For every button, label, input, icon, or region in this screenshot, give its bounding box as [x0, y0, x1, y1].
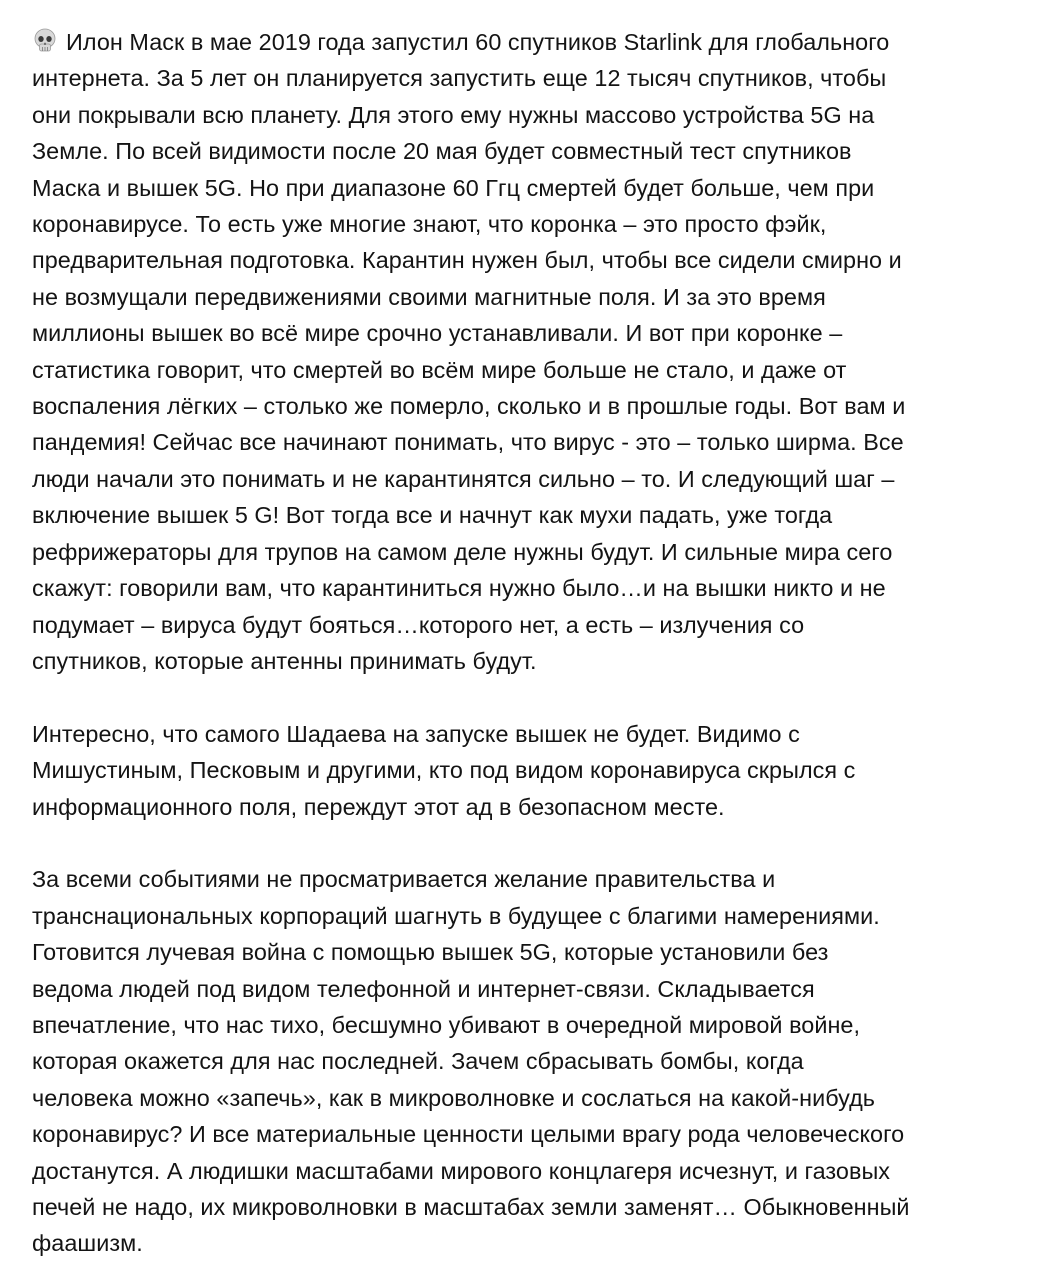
paragraph-3: За всеми событиями не просматривается желание правительства и транснациональных корпораций шагнуть в будущее с благими намерениями. Готовится лучевая война с помощью вышек 5G, которые установили без ведома людей под видом телефонной и интернет-связи. Складывается впечатление, что нас тихо, бесшумно убивают в очередной мировой войне, которая окажется для нас последней. Зачем сбрасывать бомбы, когда человека можно «запечь», как в микроволновке и сослаться на какой-нибудь коронавирус? И все материальные ценности целыми врагу рода человеческого достанутся. А людишки масштабами мирового концлагеря исчезнут, и газовых печей не надо, их микроволновки в масштабах земли заменят… Обыкновенный фаашизм.: [32, 866, 910, 1257]
message-text: [32, 24, 1017, 1262]
paragraph-2: Интересно, что самого Шадаева на запуске вышек не будет. Видимо с Мишустиным, Песковым и другими, кто под видом коронавируса скрылся с информационного поля, переждут этот ад в безопасном месте.: [32, 720, 856, 820]
paragraph-1: [32, 24, 1017, 679]
paragraph-1-text: Илон Маск в мае 2019 года запустил 60 спутников Starlink для глобального интернета. За 5 лет он планируется запустить еще 12 тысяч спутников, чтобы они покрывали всю планету. Для этого ему нужны массово устройства 5G на Земле. По всей видимости после 20 мая будет совместный тест спутников Маска и вышек 5G. Но при диапазоне 60 Ггц смертей будет больше, чем при коронавирусе. То есть уже многие знают, что коронка – это просто фэйк, предварительная подготовка. Карантин нужен был, чтобы все сидели смирно и не возмущали передвижениями своими магнитные поля. И за это время миллионы вышек во всё мире срочно устанавливали. И вот при коронке – статистика говорит, что смертей во всём мире больше не стало, и даже от воспаления лёгких – столько же померло, сколько и в прошлые годы. Вот вам и пандемия! Сейчас все начинают понимать, что вирус - это – только ширма. Все люди начали это понимать и не карантинятся сильно – то. И следующий шаг – включение вышек 5 G! Вот тогда все и начнут как мухи падать, уже тогда рефрижераторы для трупов на самом деле нужны будут. И сильные мира сего скажут: говорили вам, что карантиниться нужно было…и на вышки никто и не подумает – вируса будут бояться…которого нет, а есть – излучения со спутников, которые антенны принимать будут.: [32, 29, 906, 674]
skull-icon: [32, 28, 58, 54]
